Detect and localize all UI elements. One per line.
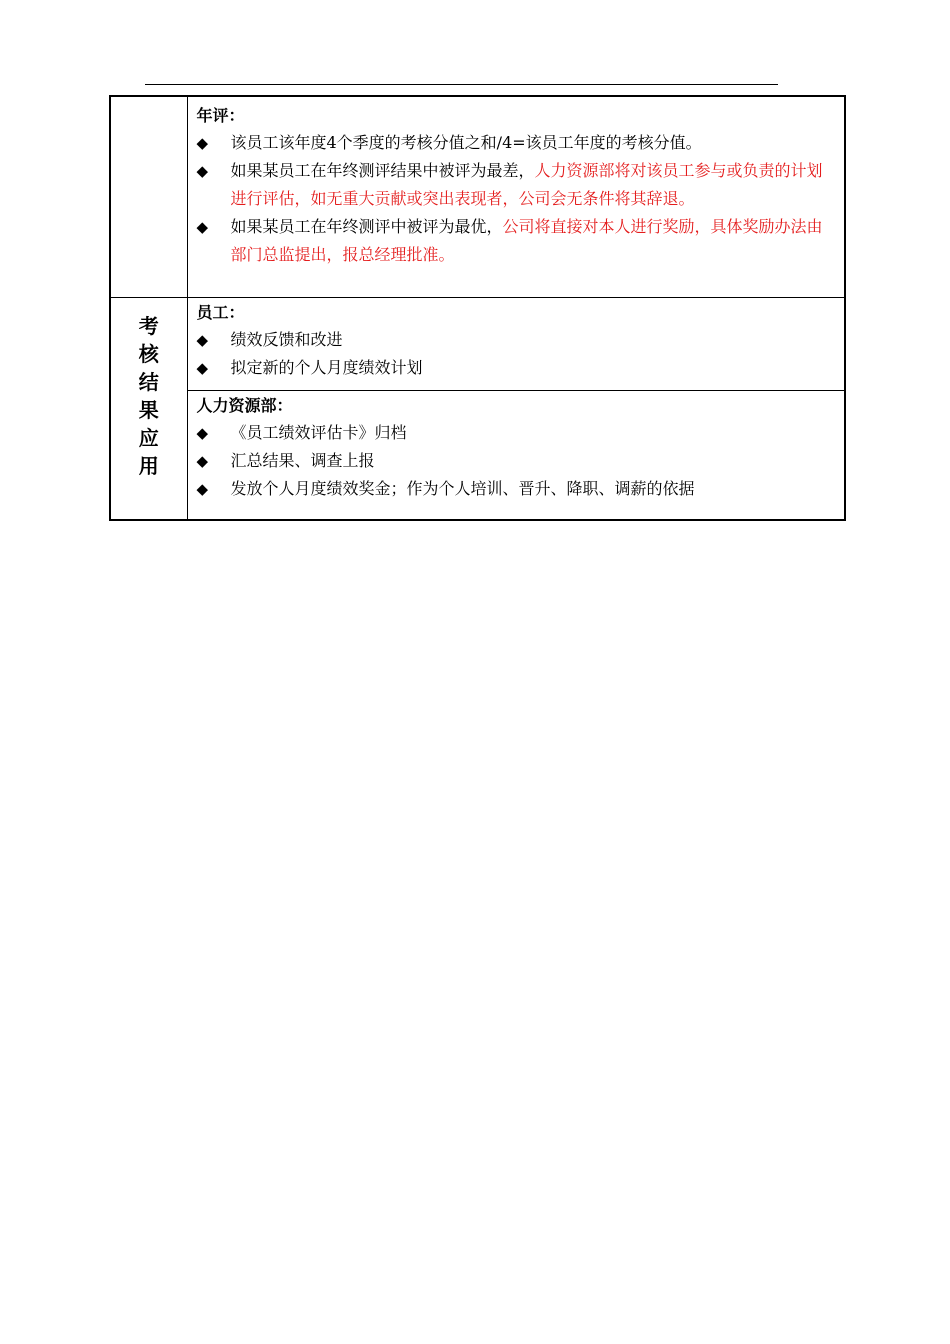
section-label-char: 结 — [138, 370, 159, 394]
list-item — [197, 419, 839, 447]
employee-list — [197, 326, 839, 382]
list-item-highlight: 公司将直接对本人进行奖励，具体奖励办法由部门总监提出，报总经理批准。 — [230, 217, 823, 264]
list-item-text: 汇总结果、调查上报 — [230, 451, 375, 470]
employee-row — [110, 298, 845, 391]
section-label-char: 核 — [138, 342, 159, 366]
list-item-highlight: 人力资源部将对该员工参与或负责的计划进行评估，如无重大贡献或突出表现者，公司会无条件将其辞退。 — [230, 161, 823, 208]
list-item-text: 如果某员工在年终测评中被评为最优， — [230, 217, 503, 236]
section-label-char: 用 — [138, 454, 159, 478]
list-item — [197, 447, 839, 475]
section-label-char: 考 — [138, 314, 159, 338]
annual-review-row — [110, 96, 845, 298]
diamond-bullet-icon: ◆ — [196, 331, 209, 349]
list-item-text: 如果某员工在年终测评结果中被评为最差， — [230, 161, 535, 180]
assessment-table — [109, 95, 846, 521]
diamond-bullet-icon: ◆ — [196, 452, 209, 470]
diamond-bullet-icon: ◆ — [196, 218, 209, 236]
diamond-bullet-icon: ◆ — [196, 359, 209, 377]
employee-cell — [187, 298, 845, 391]
section-label — [111, 298, 187, 480]
list-item — [197, 213, 839, 269]
diamond-bullet-icon: ◆ — [196, 480, 209, 498]
list-item — [197, 326, 839, 354]
list-item — [197, 475, 839, 503]
list-item-text: 《员工绩效评估卡》归档 — [230, 423, 407, 442]
diamond-bullet-icon: ◆ — [196, 134, 209, 152]
section-label-char: 应 — [138, 426, 159, 450]
hr-cell — [187, 391, 845, 521]
list-item-text: 绩效反馈和改进 — [230, 330, 343, 349]
header-rule — [145, 84, 778, 85]
annual-review-title: 年评： — [196, 106, 245, 125]
annual-review-cell — [187, 96, 845, 298]
list-item — [197, 354, 839, 382]
list-item-text: 该员工该年度4个季度的考核分值之和/4=该员工年度的考核分值。 — [230, 133, 702, 152]
list-item — [197, 157, 839, 213]
section-label-cell — [110, 298, 187, 521]
hr-row — [110, 391, 845, 521]
hr-list — [197, 419, 839, 503]
list-item-text: 发放个人月度绩效奖金；作为个人培训、晋升、降职、调薪的依据 — [230, 479, 695, 498]
empty-label-cell — [110, 96, 187, 298]
employee-title: 员工： — [196, 303, 245, 322]
list-item-text: 拟定新的个人月度绩效计划 — [230, 358, 423, 377]
hr-title: 人力资源部： — [196, 396, 293, 415]
list-item — [197, 129, 839, 157]
section-label-char: 果 — [138, 398, 159, 422]
annual-review-list — [197, 129, 839, 269]
diamond-bullet-icon: ◆ — [196, 424, 209, 442]
diamond-bullet-icon: ◆ — [196, 162, 209, 180]
